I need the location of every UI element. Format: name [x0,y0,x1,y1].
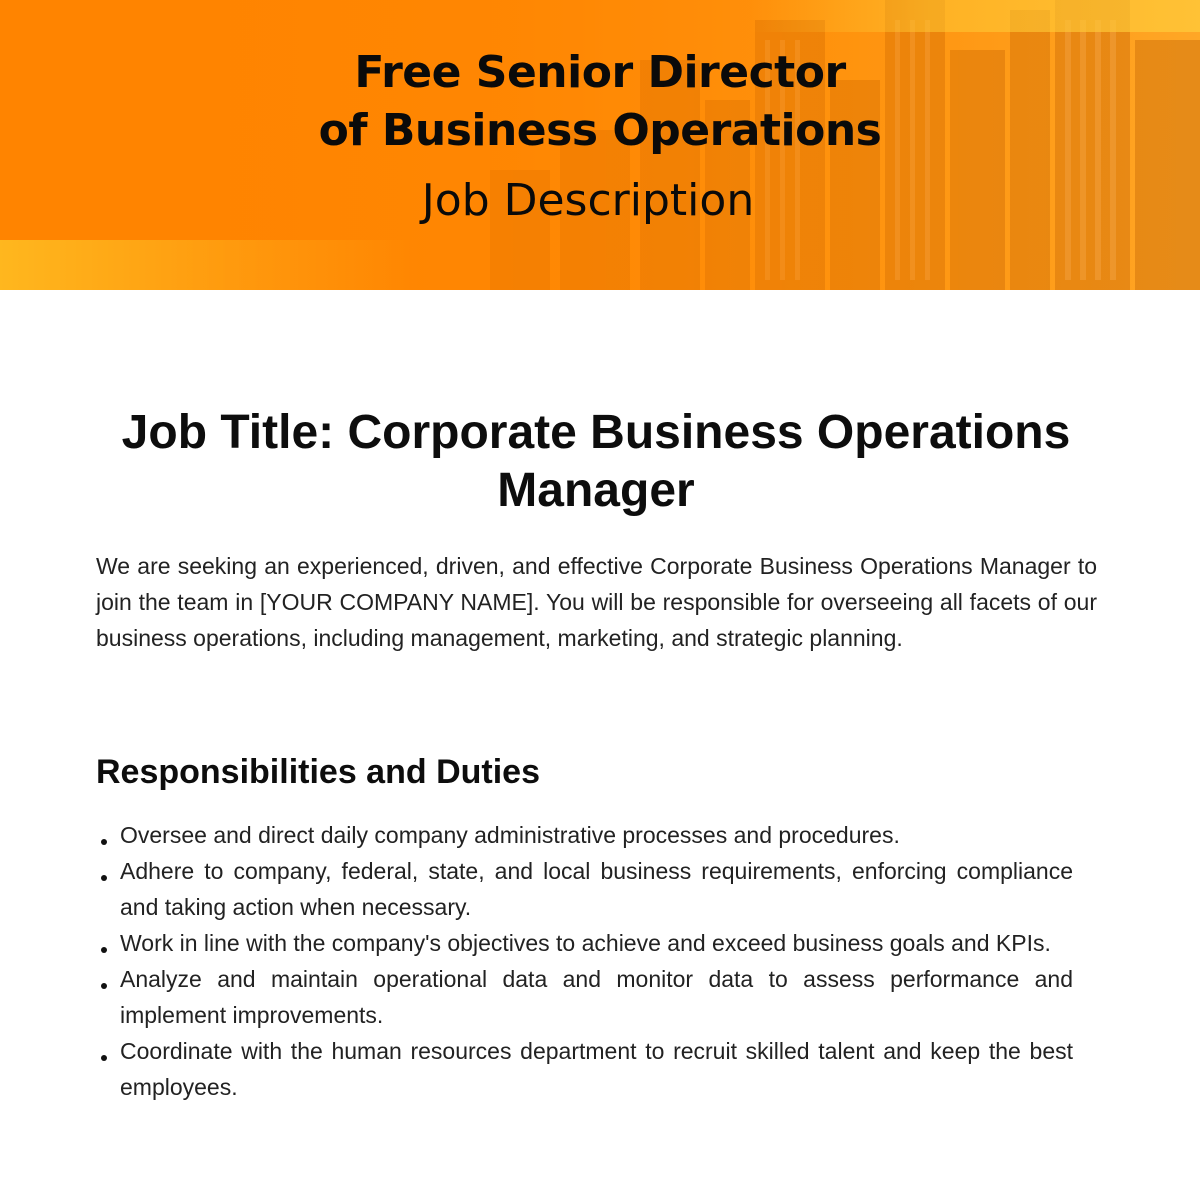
header-banner [0,0,1200,290]
responsibilities-list [96,817,1073,1105]
list-item [96,925,1073,961]
banner-title-line: of Business Operations [318,105,882,156]
bullet-icon [101,875,107,881]
list-item [96,817,1073,853]
list-item [96,853,1073,925]
list-item-text: Coordinate with the human resources department to recruit skilled talent and keep the best employees. [120,1038,1073,1100]
bullet-icon [101,1055,107,1061]
list-item-text: Analyze and maintain operational data and monitor data to assess performance and implement improvements. [120,966,1073,1028]
banner-accent-stripe [750,0,1200,32]
list-item-text: Oversee and direct daily company administrative processes and procedures. [120,822,900,848]
bullet-icon [101,983,107,989]
banner-title-line: Free Senior Director [354,47,846,98]
list-item-text: Adhere to company, federal, state, and local business requirements, enforcing compliance and taking action when necessary. [120,858,1073,920]
banner-accent-stripe [0,240,420,290]
banner-title [0,44,1200,160]
job-intro-paragraph: We are seeking an experienced, driven, and effective Corporate Business Operations Manager to join the team in [YOUR COMPANY NAME]. You will be responsible for overseeing all facets of our business operations, including management, marketing, and strategic planning. [96,553,1097,651]
bullet-icon [101,839,107,845]
responsibilities-heading: Responsibilities and Duties [96,753,540,791]
bullet-icon [101,947,107,953]
job-title: Job Title: Corporate Business Operations Manager [121,406,1071,517]
banner-subtitle: Job Description [421,175,755,226]
list-item [96,961,1073,1033]
list-item-text: Work in line with the company's objectives to achieve and exceed business goals and KPIs. [120,930,1051,956]
list-item [96,1033,1073,1105]
